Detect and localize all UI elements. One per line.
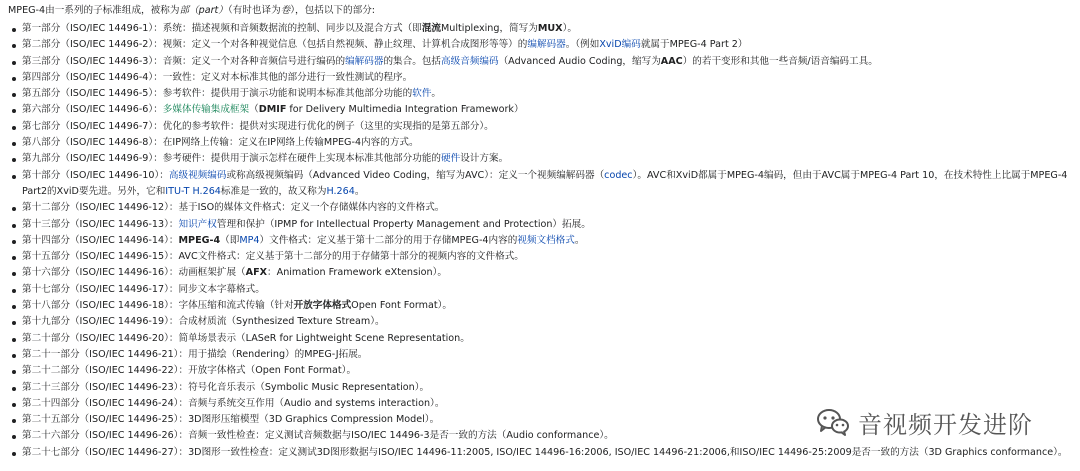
intro-term-part: 部（part） [179,5,228,16]
item-text: 第六部分（ISO/IEC 14496-6）： [22,104,163,116]
item-text: 第一部分（ISO/IEC 14496-1）：系统：描述视频和音频数据流的控制、同步以及混合方式（即 [22,23,422,34]
item-text: 第十七部分（ISO/IEC 14496-17）：同步文本字幕格式。 [22,283,265,295]
list-item [22,233,1074,249]
intro-text-2: （有时也译为 [227,5,281,16]
wiki-link[interactable]: 编解码器 [345,55,384,67]
wiki-link[interactable]: 编解码器 [527,39,566,51]
item-text: 第二十五部分（ISO/IEC 14496-25）：3D图形压缩模型（3D Graphics Compression Model）。 [22,414,440,426]
bold-term: 混流 [421,23,442,34]
wiki-link[interactable]: MP4 [239,234,260,246]
item-text: 第二十三部分（ISO/IEC 14496-23）：符号化音乐表示（Symbolic Music Representation）。 [22,381,430,393]
item-text: 第十部分（ISO/IEC 14496-10）： [22,169,169,181]
wiki-link[interactable]: 高级视频编码 [168,169,227,181]
list-item [22,86,1074,102]
wechat-icon [816,407,850,437]
item-text: （即 [220,234,240,246]
bold-term: MUX [537,23,563,34]
item-text: 设计方案。 [460,153,509,165]
wiki-link[interactable]: 软件 [412,88,432,100]
item-text: 就属于MPEG-4 Part 2） [640,39,748,51]
item-text: Open Font Format）。 [351,300,452,312]
item-text: 。 [574,234,585,246]
item-text: ）的若干变形和其他一些音频/语音编码工具。 [682,55,878,67]
item-text: 第二部分（ISO/IEC 14496-2）：视频：定义一个对各种视觉信息（包括自然视频、静止纹理、计算机合成图形等等）的 [22,39,528,51]
item-text: ）。AVC和XviD都属于MPEG-4编码，但由于AVC属于MPEG-4 Part 10，在技术特性上比属于MPEG-4 Part2的XviD要先进。另外，它和 [22,169,1068,197]
item-text: 第十六部分（ISO/IEC 14496-16）：动画框架扩展（ [22,267,246,279]
item-text: ：Animation Framework eXtension）。 [267,267,447,279]
item-text: 第十四部分（ISO/IEC 14496-14）： [22,234,179,246]
item-text: 第二十七部分（ISO/IEC 14496-27）：3D图形一致性检查：定义测试3D图形数据与ISO/IEC 14496-11:2005, ISO/IEC 14496-16:2006, ISO/IEC 14496-21:2006,和ISO/IEC 14496-25:2009是否一致的方法（3D Graphics conformance）。 [22,446,1068,458]
list-item [22,37,1074,53]
list-item [22,217,1074,233]
item-text: （Advanced Audio Coding，缩写为 [498,55,661,67]
wiki-link[interactable]: 知识产权 [178,218,217,230]
list-item [22,380,1074,396]
item-text: 第十二部分（ISO/IEC 14496-12）：基于ISO的媒体文件格式：定义一个存储媒体内容的文件格式。 [22,202,445,214]
item-text: 第十八部分（ISO/IEC 14496-18）：字体压缩和流式传输（针对 [22,300,294,312]
list-item [22,265,1074,281]
wiki-link[interactable]: codec [604,169,633,181]
item-text: 。（例如 [565,39,600,51]
list-item [22,363,1074,379]
intro-term-volume: 卷 [280,5,291,16]
bold-term: AAC [660,55,683,67]
item-text: ）文件格式：定义基于第十二部分的用于存储MPEG-4内容的 [259,234,518,246]
item-text: 第十九部分（ISO/IEC 14496-19）：合成材质流（Synthesized Texture Stream）。 [22,316,385,328]
item-text: 管理和保护（IPMP for Intellectual Property Management and Protection）拓展。 [216,218,591,230]
item-text: 第九部分（ISO/IEC 14496-9）：参考硬件：提供用于演示怎样在硬件上实现本标准其他部分功能的 [22,153,442,165]
item-text: 第二十二部分（ISO/IEC 14496-22）：开放字体格式（Open Font Format）。 [22,365,357,377]
item-text: 第二十六部分（ISO/IEC 14496-26）：音频一致性检查：定义测试音频数据与ISO/IEC 14496-3是否一致的方法（Audio conformance）。 [22,430,614,442]
bold-term: AFX [245,267,268,279]
list-item [22,102,1074,118]
intro-text-1: MPEG-4由一系列的子标准组成，被称为 [8,5,180,16]
watermark-text: 音视频开发进阶 [858,410,1033,439]
item-text: 第十五部分（ISO/IEC 14496-15）：AVC文件格式：定义基于第十二部分的用于存储第十部分的视频内容的文件格式。 [22,251,524,263]
list-item [22,70,1074,86]
item-text: 第十三部分（ISO/IEC 14496-13）： [22,218,179,230]
list-item [22,249,1074,265]
item-text: for Delivery Multimedia Integration Framework） [286,104,524,116]
item-text: 第五部分（ISO/IEC 14496-5）：参考软件：提供用于演示功能和说明本标准其他部分功能的 [22,88,413,100]
list-item [22,119,1074,135]
item-text: 第四部分（ISO/IEC 14496-4）：一致性：定义对本标准其他的部分进行一致性测试的程序。 [22,71,413,83]
bold-term: MPEG-4 [178,234,221,246]
item-text: 第二十四部分（ISO/IEC 14496-24）：音频与系统交互作用（Audio and systems interaction）。 [22,397,445,409]
item-text: 。 [431,88,442,100]
item-text: 。 [354,185,365,197]
item-text: Multiplexing，简写为 [441,23,538,34]
list-item [22,331,1074,347]
item-text: 第二十部分（ISO/IEC 14496-20）：简单场景表示（LASeR for Lightweight Scene Representation。 [22,332,470,344]
watermark [816,402,1033,442]
item-text: ）。 [562,23,577,34]
item-text: 第七部分（ISO/IEC 14496-7）：优化的参考软件：提供对实现进行优化的例子（这里的实现指的是第五部分）。 [22,120,494,132]
item-text: （ [249,104,259,116]
list-item [22,168,1074,201]
wiki-link[interactable]: 硬件 [441,153,461,165]
wiki-link[interactable]: XviD编码 [599,39,641,51]
list-item [22,54,1074,70]
wiki-link[interactable]: ITU-T H.264 [165,185,221,197]
item-text: 标准是一致的，故又称为 [220,185,327,197]
list-item [22,445,1074,461]
list-item [22,298,1074,314]
wiki-link[interactable]: H.264 [326,185,355,197]
list-item [22,314,1074,330]
item-text: 第八部分（ISO/IEC 14496-8）：在IP网络上传输：定义在IP网络上传输MPEG-4内容的方式。 [22,137,419,149]
article-content [8,3,1074,461]
list-item [22,282,1074,298]
parts-list [8,21,1074,461]
bold-term: DMIF [258,104,287,116]
item-text: 第三部分（ISO/IEC 14496-3）：音频：定义一个对各种音频信号进行编码的 [22,55,346,67]
list-item [22,151,1074,167]
bold-term: 开放字体格式 [293,300,352,312]
item-text: 或称高级视频编码（Advanced Video Coding，缩写为AVC）：定义一个视频编解码器（ [226,169,605,181]
wiki-link[interactable]: 高级音频编码 [441,55,499,67]
list-item [22,135,1074,151]
wiki-link[interactable]: 多媒体传输集成框架 [162,104,250,116]
list-item [22,347,1074,363]
list-item [22,21,1074,37]
item-text: 第二十一部分（ISO/IEC 14496-21）：用于描绘（Rendering）的MPEG-J拓展。 [22,348,368,360]
list-item [22,200,1074,216]
wiki-link[interactable]: 视频文档格式 [517,234,575,246]
intro-paragraph [8,3,1074,18]
intro-text-3: ），包括以下的部分: [290,5,376,16]
item-text: 的集合。包括 [383,55,442,67]
